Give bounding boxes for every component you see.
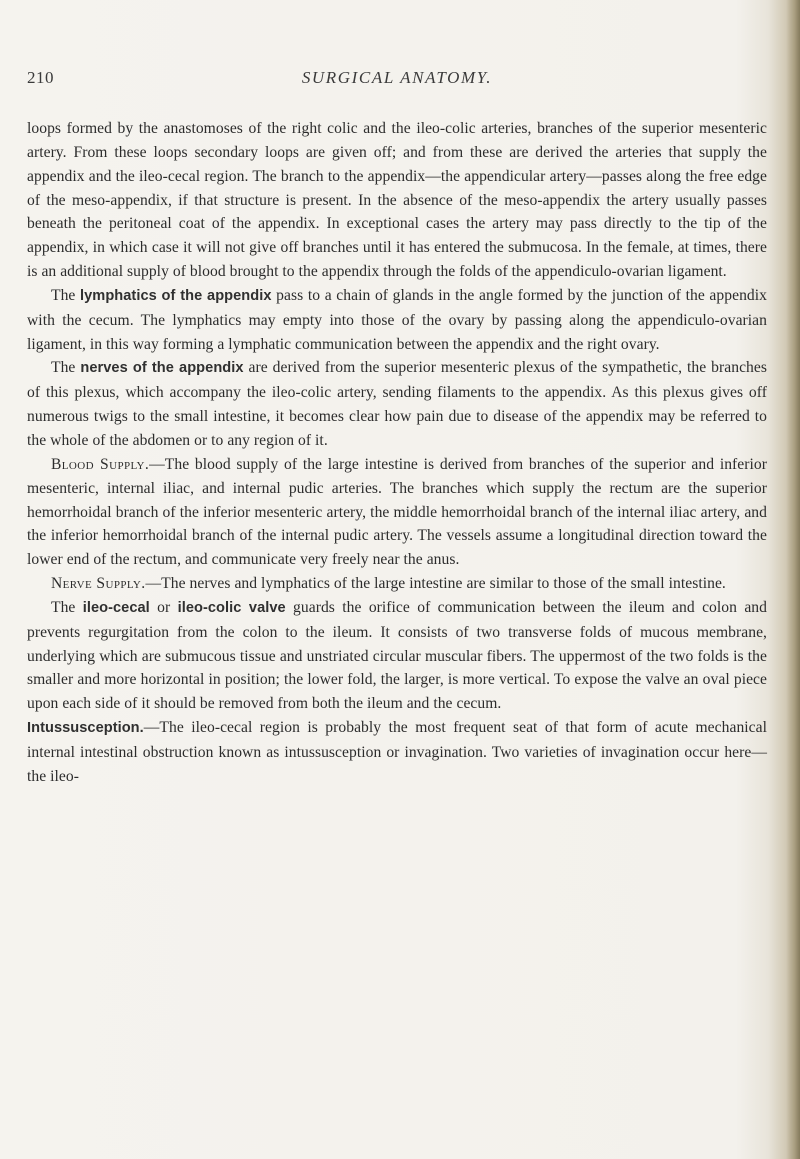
paragraph-ileo-cecal-valve bbox=[27, 596, 767, 716]
body-text bbox=[27, 117, 767, 789]
inline-heading-nerve-supply: Nerve Supply. bbox=[51, 575, 146, 593]
inline-heading-intussusception: Intussusception. bbox=[27, 720, 144, 737]
inline-heading-ileo-colic-valve: ileo-colic valve bbox=[177, 599, 286, 616]
inline-heading-nerves: nerves of the appendix bbox=[80, 360, 244, 377]
page-number: 210 bbox=[27, 68, 54, 87]
paragraph-nerve-supply bbox=[27, 572, 767, 596]
paragraph-nerves bbox=[27, 356, 767, 452]
inline-heading-ileo-cecal: ileo-cecal bbox=[82, 599, 150, 616]
paragraph-connector: or bbox=[149, 598, 178, 616]
paragraph-lead: The bbox=[51, 286, 81, 304]
paragraph-appendicular-artery bbox=[27, 117, 767, 284]
paragraph-text: pass to a chain of glands in the angle formed by the junction of the appendix with the cecum. The lymphatics may empty into those of the ovary by passing along the appendiculo-ovarian ligament, in this way forming a lymphatic communication between the appendix and the right ovary. bbox=[27, 286, 767, 353]
paragraph-lead: The bbox=[51, 359, 81, 377]
paragraph-text: loops formed by the anastomoses of the right colic and the ileo-colic arteries, branches of the superior mesenteric artery. From these loops secondary loops are given off; and from these are derived the arteries that supply the appendix and the ileo-cecal region. The branch to the appendix—the appendicular artery—passes along the free edge of the meso-appendix, if that structure is present. In the absence of the meso-appendix the artery usually passes beneath the peritoneal coat of the appendix. In exceptional cases the artery may pass directly to the tip of the appendix, in which case it will not give off branches until it has entered the submucosa. In the female, at times, there is an additional supply of blood brought to the appendix through the folds of the appendiculo-ovarian ligament. bbox=[27, 120, 767, 281]
page-header bbox=[27, 68, 767, 92]
inline-heading-blood-supply: Blood Supply. bbox=[51, 455, 150, 473]
inline-heading-lymphatics: lymphatics of the appendix bbox=[80, 287, 272, 304]
paragraph-text: —The blood supply of the large intestine is derived from branches of the superior and inferior mesenteric, internal iliac, and internal pudic arteries. The branches which supply the rectum are the superior hemorrhoidal branch of the inferior mesenteric artery, the middle hemorrhoidal branch of the internal iliac artery, and the inferior hemorrhoidal branch of the internal pudic artery. The vessels assume a longitudinal direction toward the lower end of the rectum, and communicate very freely near the anus. bbox=[27, 455, 767, 569]
paragraph-blood-supply bbox=[27, 453, 767, 572]
page-edge-shadow bbox=[786, 0, 800, 1159]
paragraph-lead: The bbox=[51, 598, 83, 616]
paragraph-text: are derived from the superior mesenteric plexus of the sympathetic, the branches of this plexus, which accompany the ileo-colic artery, sending filaments to the appendix. As this plexus gives off numerous twigs to the small intestine, it becomes clear how pain due to disease of the appendix may be referred to the whole of the abdomen or to any region of it. bbox=[27, 359, 767, 449]
paragraph-lymphatics bbox=[27, 284, 767, 357]
paragraph-text: —The nerves and lymphatics of the large intestine are similar to those of the small intestine. bbox=[145, 575, 726, 593]
paragraph-text: —The ileo-cecal region is probably the most frequent seat of that form of acute mechanical internal intestinal obstruction known as intussusception or invagination. Two varieties of invagination occur here—the ileo- bbox=[27, 719, 767, 785]
running-head: SURGICAL ANATOMY. bbox=[301, 68, 493, 87]
paragraph-text: guards the orifice of communication between the ileum and colon and prevents regurgitation from the colon to the ileum. It consists of two transverse folds of mucous membrane, underlying which are submucous tissue and unstriated circular muscular fibers. The uppermost of the two folds is the smaller and more horizontal in position; the lower fold, the larger, is more vertical. To expose the valve an oval piece upon each side of it should be removed from both the ileum and the cecum. bbox=[27, 598, 767, 713]
paragraph-intussusception bbox=[27, 716, 767, 789]
